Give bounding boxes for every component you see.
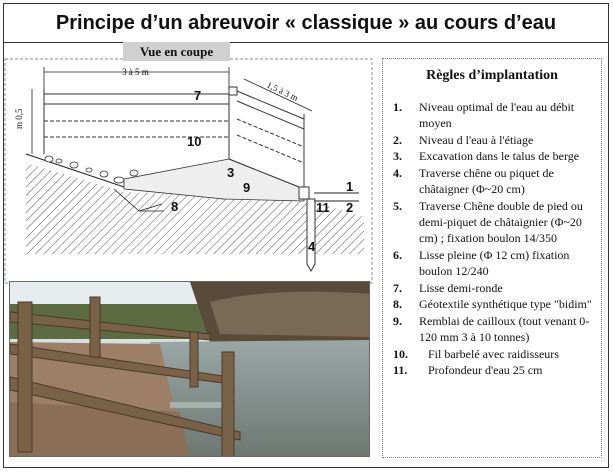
rules-list [389,99,599,379]
list-item: 4. Traverse chêne ou piquet de châtaigner (Φ~20 cm) [393,165,554,197]
list-item: 8. Géotextile synthétique type "bidim" [393,297,592,312]
list-item: 3. Excavation dans le talus de berge [393,149,580,164]
fence-left-face [44,87,237,159]
label-3: 3 [227,165,235,180]
dimension-length-label: 1,5 à 3 m [265,79,300,103]
list-item: 2. Niveau d l'eau à l'étiage [393,132,534,147]
label-9: 9 [243,180,251,195]
label-1: 1 [346,179,354,194]
label-8: 8 [171,199,179,214]
rules-panel [382,58,602,458]
figure-title: Principe d’un abreuvoir « classique » au cours d’eau [55,11,557,34]
list-item: 11. Profondeur d'eau 25 cm [393,363,543,378]
view-label: Vue en coupe [123,42,230,61]
list-item: 5. Traverse Chêne double de pied ou demi-piquet de châtaignier (Φ~20 cm) ; fixation boulon 14/350 [393,198,583,246]
label-7: 7 [194,88,202,103]
label-10: 10 [187,134,202,149]
watering-place-photo [9,281,370,457]
label-11: 11 [316,200,330,215]
cross-section-diagram [4,39,376,285]
label-4: 4 [308,239,316,254]
dimension-width-label: 3 à 5 m [122,67,149,77]
list-item: 6. Lisse pleine (Φ 12 cm) fixation boulon 12/240 [393,247,570,278]
rules-heading: Règles d’implantation [426,68,558,83]
title-bar [4,4,608,43]
label-2: 2 [346,200,354,215]
dimension-height-label: m 0,5 [14,108,24,129]
list-item: 1. Niveau optimal de l'eau au débit moyen [393,100,575,131]
list-item: 7. Lisse demi-ronde [393,280,503,295]
list-item: 10. Fil barbelé avec raidisseurs [393,346,559,361]
list-item: 9. Remblai de cailloux (tout venant 0-120 mm 3 à 10 tonnes) [393,313,590,344]
